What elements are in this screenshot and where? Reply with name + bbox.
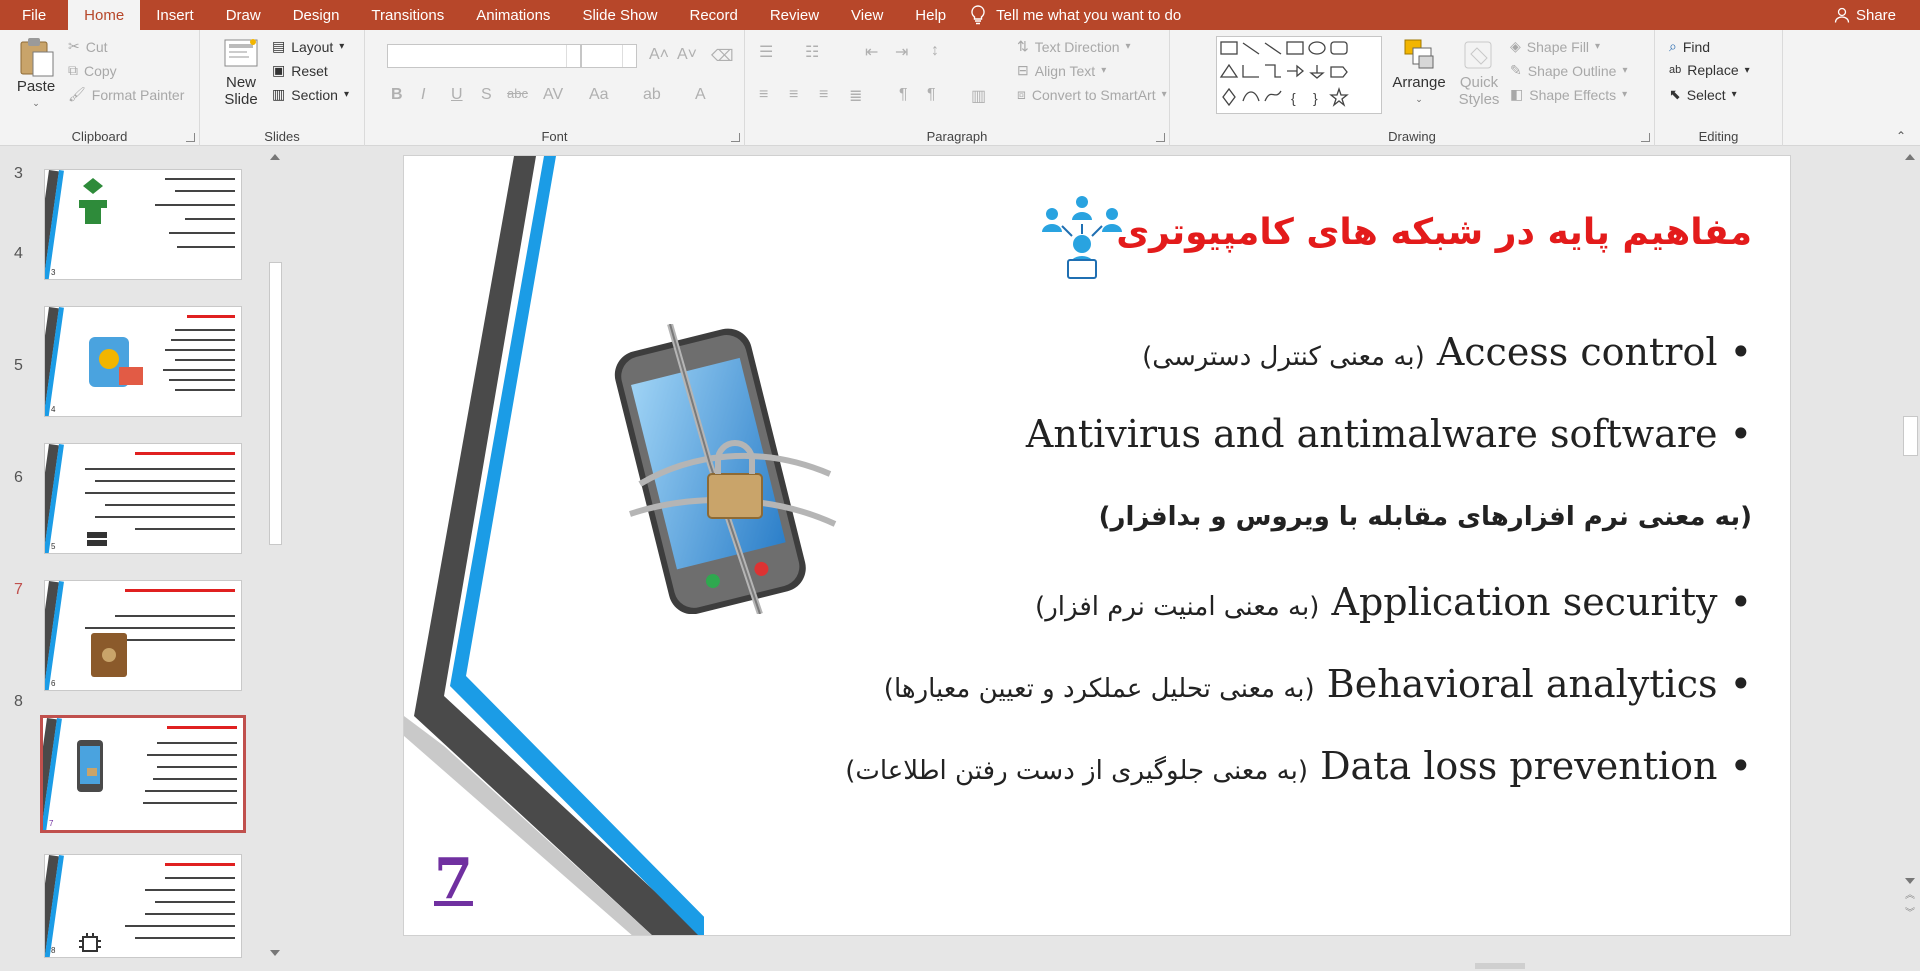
shape-fill-label: Shape Fill	[1526, 38, 1590, 55]
new-slide-label-2: Slide	[224, 91, 258, 108]
font-size-combo[interactable]	[581, 44, 637, 68]
slide-thumbnail-7[interactable]: 7	[40, 715, 246, 833]
font-launcher[interactable]	[731, 133, 740, 142]
ltr-icon[interactable]: ¶	[899, 86, 908, 103]
tab-design[interactable]: Design	[292, 6, 340, 24]
font-group	[365, 30, 745, 146]
replace-icon: ab	[1669, 64, 1682, 76]
clear-formatting-icon[interactable]: ⌫	[711, 48, 734, 65]
line-spacing-icon[interactable]: ↕	[931, 42, 939, 59]
tab-transitions[interactable]: Transitions	[371, 6, 445, 24]
copy-button[interactable]	[68, 62, 117, 79]
share-button[interactable]	[1834, 0, 1896, 30]
text-direction-icon: ⇅	[1017, 38, 1029, 54]
slide-scrollbar[interactable]	[1901, 148, 1920, 938]
chained-phone-icon	[600, 324, 840, 614]
thumb-number: 4	[14, 245, 23, 262]
chevron-down-icon: ▾	[1622, 65, 1628, 76]
cut-button[interactable]	[68, 38, 108, 55]
lightbulb-icon	[970, 5, 986, 25]
next-slide-icon[interactable]: ︾	[1905, 908, 1915, 919]
format-painter-button[interactable]	[68, 86, 184, 103]
rtl-icon[interactable]: ¶	[927, 86, 936, 103]
bullet-term: Access control	[1436, 330, 1718, 374]
bullet-translation: (به معنی جلوگیری از دست رفتن اطلاعات)	[845, 756, 1308, 786]
slide-thumbnail-8[interactable]: 8	[44, 854, 242, 958]
bullet-item[interactable]: (به معنی امنیت نرم افزار) Application security •	[1035, 580, 1752, 624]
layout-button[interactable]	[272, 38, 344, 55]
cut-label: Cut	[85, 38, 108, 55]
clipboard-launcher[interactable]	[186, 133, 195, 142]
scroll-down-icon[interactable]	[270, 950, 280, 956]
thumb-number: 3	[14, 165, 23, 182]
slide-thumbnail-4[interactable]: 4	[44, 306, 242, 417]
font-family-combo[interactable]	[387, 44, 581, 68]
bullet-translation: (به معنی امنیت نرم افزار)	[1035, 592, 1320, 622]
logo-icon	[73, 176, 113, 232]
slide-thumbnail-5[interactable]: 5	[44, 443, 242, 554]
tab-record[interactable]: Record	[689, 6, 738, 24]
safe-icon	[89, 631, 129, 681]
copy-icon: ⧉	[68, 62, 78, 78]
chevron-down-icon: ▾	[1731, 89, 1737, 100]
chevron-down-icon: ▾	[1595, 41, 1601, 52]
tell-me-search[interactable]	[970, 0, 1181, 30]
layout-icon: ▤	[272, 38, 286, 54]
section-icon: ▥	[272, 86, 286, 102]
shape-fill-button[interactable]	[1510, 38, 1600, 55]
slide-thumbnail-3[interactable]: 3	[44, 169, 242, 280]
bullet-translation-line[interactable]: (به معنی نرم افزارهای مقابله با ویروس و بدافزار)	[1098, 502, 1752, 532]
slide-canvas[interactable]	[403, 155, 1791, 936]
reset-label: Reset	[291, 62, 328, 79]
tab-slide-show[interactable]: Slide Show	[582, 6, 658, 24]
chevron-down-icon: ▾	[1744, 64, 1750, 76]
drawing-group-label: Drawing	[1388, 129, 1436, 144]
tab-help[interactable]: Help	[915, 6, 947, 24]
drawing-launcher[interactable]	[1641, 133, 1650, 142]
clipboard-group	[0, 30, 200, 146]
tab-home[interactable]: Home	[68, 0, 140, 30]
paragraph-group	[745, 30, 1170, 146]
drawing-group	[1170, 30, 1655, 146]
highlight-icon[interactable]: ab	[643, 86, 661, 103]
ribbon	[0, 30, 1920, 146]
decrease-indent-icon[interactable]: ⇤	[865, 44, 879, 61]
columns-icon[interactable]: ▥	[971, 88, 987, 105]
bullet-term: Antivirus and antimalware software	[1025, 412, 1718, 456]
scroll-thumb[interactable]	[1903, 416, 1918, 456]
paragraph-group-label: Paragraph	[926, 129, 988, 144]
editing-group-label: Editing	[1698, 129, 1739, 144]
scroll-thumb[interactable]	[269, 262, 282, 545]
numbering-icon[interactable]: ☷	[805, 44, 820, 61]
quick-styles-label-1: Quick	[1459, 74, 1499, 91]
arrange-icon	[1401, 36, 1437, 74]
scroll-up-icon[interactable]	[1905, 154, 1915, 160]
text-direction-label: Text Direction	[1034, 38, 1120, 55]
scroll-down-icon[interactable]	[1905, 878, 1915, 884]
thumbnail-scrollbar[interactable]	[267, 150, 284, 960]
smartart-icon: ⧈	[1017, 86, 1026, 102]
shapes-gallery[interactable]	[1216, 36, 1382, 114]
underline-icon[interactable]: U	[451, 86, 463, 103]
reset-button[interactable]	[272, 62, 328, 79]
shadow-icon[interactable]: S	[481, 86, 492, 103]
quick-styles-label-2: Styles	[1458, 91, 1500, 108]
person-icon	[1834, 7, 1850, 23]
increase-font-icon[interactable]: A˄	[649, 46, 670, 63]
paste-label: Paste	[16, 78, 56, 95]
thumb-number: 7	[14, 581, 23, 598]
shape-outline-button[interactable]	[1510, 62, 1628, 79]
bullets-icon[interactable]: ☰	[759, 44, 774, 61]
convert-smartart-label: Convert to SmartArt	[1031, 86, 1156, 103]
server-icon	[85, 530, 109, 548]
horizontal-scroll-thumb[interactable]	[1475, 963, 1525, 969]
increase-indent-icon[interactable]: ⇥	[895, 44, 909, 61]
bullet-term: Behavioral analytics	[1326, 662, 1718, 706]
menu-bar	[0, 0, 1920, 30]
paste-icon	[17, 36, 55, 78]
security-illustration-icon	[79, 327, 149, 397]
format-painter-label: Format Painter	[91, 86, 185, 103]
svg-text:}: }	[1313, 90, 1318, 106]
reset-icon: ▣	[272, 62, 286, 78]
bullet-item[interactable]: (به معنی تحلیل عملکرد و تعیین معیارها) Behavioral analytics •	[883, 662, 1752, 706]
thumb-number: 5	[14, 357, 23, 374]
change-case-icon[interactable]: Aa	[589, 86, 609, 103]
bullet-item[interactable]: (به معنی کنترل دسترسی) Access control •	[1142, 330, 1752, 374]
font-group-label: Font	[541, 129, 568, 144]
slide-thumbnail-pane	[0, 147, 283, 971]
slides-group-label: Slides	[264, 129, 300, 144]
align-text-button[interactable]	[1017, 62, 1106, 79]
chevron-down-icon: ▾	[343, 89, 349, 100]
find-label: Find	[1682, 38, 1711, 55]
arrange-label: Arrange	[1392, 74, 1446, 91]
align-left-icon[interactable]: ≡	[759, 86, 769, 103]
bullet-item[interactable]: Antivirus and antimalware software •	[1025, 412, 1752, 456]
network-people-icon	[1040, 192, 1124, 282]
chevron-down-icon: ▾	[339, 41, 345, 52]
shape-outline-label: Shape Outline	[1527, 62, 1617, 79]
bullet-translation: (به معنی کنترل دسترسی)	[1142, 342, 1425, 372]
chevron-down-icon: ⌄	[32, 98, 40, 108]
previous-slide-icon[interactable]: ︽	[1905, 890, 1915, 901]
chevron-down-icon: ▾	[1622, 89, 1628, 100]
decrease-font-icon[interactable]: A˅	[677, 46, 698, 63]
bullet-term: Application security	[1331, 580, 1718, 624]
character-spacing-icon[interactable]: AV	[543, 86, 564, 103]
scroll-up-icon[interactable]	[270, 154, 280, 160]
new-slide-label-1: New	[225, 74, 256, 91]
shape-effects-label: Shape Effects	[1529, 86, 1617, 103]
thumb-number: 6	[14, 469, 23, 486]
share-label: Share	[1855, 6, 1896, 24]
svg-text:{: {	[1291, 90, 1296, 106]
copy-label: Copy	[84, 62, 117, 79]
collapse-ribbon-icon[interactable]: ⌃	[1895, 129, 1906, 143]
chevron-down-icon: ▾	[1125, 41, 1131, 52]
select-button[interactable]	[1669, 86, 1737, 103]
replace-button[interactable]	[1669, 62, 1750, 78]
new-slide-button[interactable]	[218, 36, 264, 108]
align-center-icon[interactable]: ≡	[789, 86, 799, 103]
replace-label: Replace	[1687, 62, 1739, 78]
paste-button[interactable]	[14, 36, 58, 112]
quick-styles-button[interactable]	[1452, 36, 1506, 108]
font-color-icon[interactable]: A	[695, 86, 706, 103]
tab-animations[interactable]: Animations	[476, 6, 551, 24]
tab-view[interactable]: View	[851, 6, 884, 24]
chevron-down-icon: ▾	[1161, 89, 1167, 100]
tab-draw[interactable]: Draw	[225, 6, 261, 24]
tab-file[interactable]: File	[22, 6, 47, 24]
paint-bucket-icon: ◈	[1510, 38, 1521, 54]
text-direction-button[interactable]	[1017, 38, 1131, 55]
bold-icon[interactable]: B	[391, 86, 403, 103]
tab-insert[interactable]: Insert	[156, 6, 194, 24]
thumb-number: 8	[14, 693, 23, 710]
chevron-down-icon: ⌄	[1415, 94, 1423, 104]
clipboard-group-label: Clipboard	[71, 129, 128, 144]
convert-smartart-button[interactable]	[1017, 86, 1167, 103]
cursor-icon: ⬉	[1669, 86, 1681, 102]
align-right-icon[interactable]: ≡	[819, 86, 829, 103]
bullet-translation: (به معنی تحلیل عملکرد و تعیین معیارها)	[883, 674, 1315, 704]
shapes-icon	[1217, 37, 1367, 113]
section-button[interactable]	[272, 86, 349, 103]
strikethrough-icon[interactable]: abc	[507, 86, 528, 101]
scissors-icon: ✂	[68, 38, 80, 54]
align-text-label: Align Text	[1034, 62, 1096, 79]
pen-icon: ✎	[1510, 62, 1522, 78]
paragraph-launcher[interactable]	[1156, 133, 1165, 142]
search-icon: ⌕	[1669, 38, 1677, 54]
chevron-down-icon: ▾	[1101, 65, 1107, 76]
italic-icon[interactable]: I	[421, 86, 426, 103]
chip-icon	[75, 931, 105, 957]
select-label: Select	[1686, 86, 1726, 103]
paintbrush-icon: 🖌	[68, 86, 86, 102]
new-slide-icon	[221, 36, 261, 74]
slide-title[interactable]: مفاهیم پایه در شبکه های کامپیوتری	[1116, 212, 1752, 253]
bullet-item[interactable]: (به معنی جلوگیری از دست رفتن اطلاعات) Data loss prevention •	[845, 744, 1752, 788]
effects-icon: ◧	[1510, 86, 1524, 102]
slide-thumbnail-6[interactable]: 6	[44, 580, 242, 691]
align-text-icon: ⊟	[1017, 62, 1029, 78]
bullet-term: Data loss prevention	[1320, 744, 1718, 788]
find-button[interactable]	[1669, 38, 1710, 55]
justify-icon[interactable]: ≣	[849, 88, 863, 105]
section-label: Section	[291, 86, 338, 103]
tab-review[interactable]: Review	[769, 6, 820, 24]
quick-styles-icon	[1461, 36, 1497, 74]
tell-me-label: Tell me what you want to do	[996, 6, 1182, 24]
locked-phone-icon	[73, 738, 109, 798]
editing-group	[1655, 30, 1783, 146]
status-bar	[0, 958, 1920, 971]
layout-label: Layout	[291, 38, 334, 55]
shape-effects-button[interactable]	[1510, 86, 1627, 103]
arrange-button[interactable]	[1388, 36, 1450, 108]
slide-number: 7	[434, 846, 473, 912]
slides-group	[200, 30, 365, 146]
